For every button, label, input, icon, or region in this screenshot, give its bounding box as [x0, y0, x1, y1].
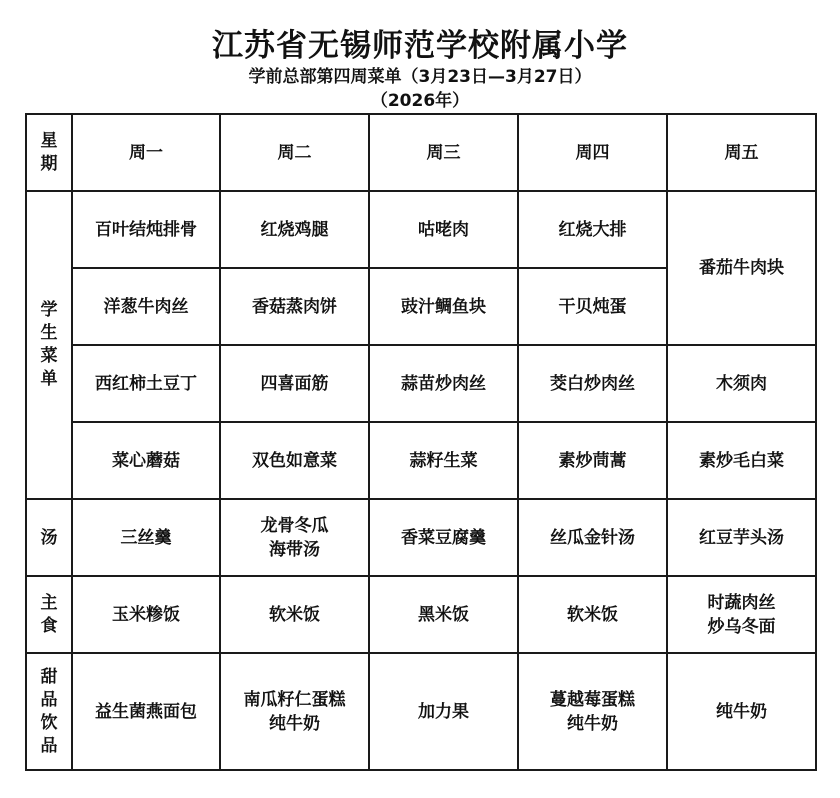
table-row — [26, 345, 816, 422]
menu-cell: 香菇蒸肉饼 — [220, 268, 369, 345]
menu-cell: 红豆芋头汤 — [667, 499, 816, 576]
menu-cell: 西红柿土豆丁 — [72, 345, 220, 422]
menu-cell: 豉汁鲷鱼块 — [369, 268, 518, 345]
table-row — [26, 422, 816, 499]
menu-cell: 双色如意菜 — [220, 422, 369, 499]
menu-cell: 软米饭 — [220, 576, 369, 653]
menu-cell: 益生菌燕面包 — [72, 653, 220, 770]
menu-cell: 三丝羹 — [72, 499, 220, 576]
menu-cell: 素炒毛白菜 — [667, 422, 816, 499]
table-row — [26, 191, 816, 268]
page-subtitle: 学前总部第四周菜单（3月23日—3月27日） — [248, 67, 592, 87]
header-row — [26, 114, 816, 191]
menu-cell: 玉米糁饭 — [72, 576, 220, 653]
menu-cell: 咕咾肉 — [369, 191, 518, 268]
dessert-label: 甜品饮品 — [26, 653, 72, 770]
menu-table — [25, 113, 817, 771]
student-menu-label: 学生菜单 — [26, 191, 72, 499]
menu-cell: 红烧鸡腿 — [220, 191, 369, 268]
menu-cell: 软米饭 — [518, 576, 667, 653]
menu-cell: 洋葱牛肉丝 — [72, 268, 220, 345]
menu-cell: 香菜豆腐羹 — [369, 499, 518, 576]
page-title: 江苏省无锡师范学校附属小学 — [212, 28, 628, 64]
corner-cell: 星期 — [26, 114, 72, 191]
dessert-row — [26, 653, 816, 770]
menu-cell: 四喜面筋 — [220, 345, 369, 422]
menu-cell: 黑米饭 — [369, 576, 518, 653]
day-header-wed: 周三 — [369, 114, 518, 191]
menu-cell: 蒜苗炒肉丝 — [369, 345, 518, 422]
menu-cell: 菜心蘑菇 — [72, 422, 220, 499]
soup-row — [26, 499, 816, 576]
soup-label: 汤 — [26, 499, 72, 576]
menu-cell: 茭白炒肉丝 — [518, 345, 667, 422]
staple-row — [26, 576, 816, 653]
menu-cell: 时蔬肉丝 炒乌冬面 — [667, 576, 816, 653]
menu-cell: 龙骨冬瓜 海带汤 — [220, 499, 369, 576]
menu-cell: 蒜籽生菜 — [369, 422, 518, 499]
menu-cell: 纯牛奶 — [667, 653, 816, 770]
day-header-mon: 周一 — [72, 114, 220, 191]
menu-cell: 素炒茼蒿 — [518, 422, 667, 499]
menu-cell-merged: 番茄牛肉块 — [667, 191, 816, 345]
menu-cell: 红烧大排 — [518, 191, 667, 268]
day-header-fri: 周五 — [667, 114, 816, 191]
menu-cell: 木须肉 — [667, 345, 816, 422]
staple-label: 主食 — [26, 576, 72, 653]
menu-cell: 干贝炖蛋 — [518, 268, 667, 345]
menu-cell: 南瓜籽仁蛋糕 纯牛奶 — [220, 653, 369, 770]
menu-cell: 丝瓜金针汤 — [518, 499, 667, 576]
day-header-thu: 周四 — [518, 114, 667, 191]
day-header-tue: 周二 — [220, 114, 369, 191]
menu-cell: 百叶结炖排骨 — [72, 191, 220, 268]
menu-cell: 蔓越莓蛋糕 纯牛奶 — [518, 653, 667, 770]
menu-cell: 加力果 — [369, 653, 518, 770]
year-label: （2026年） — [370, 91, 470, 111]
